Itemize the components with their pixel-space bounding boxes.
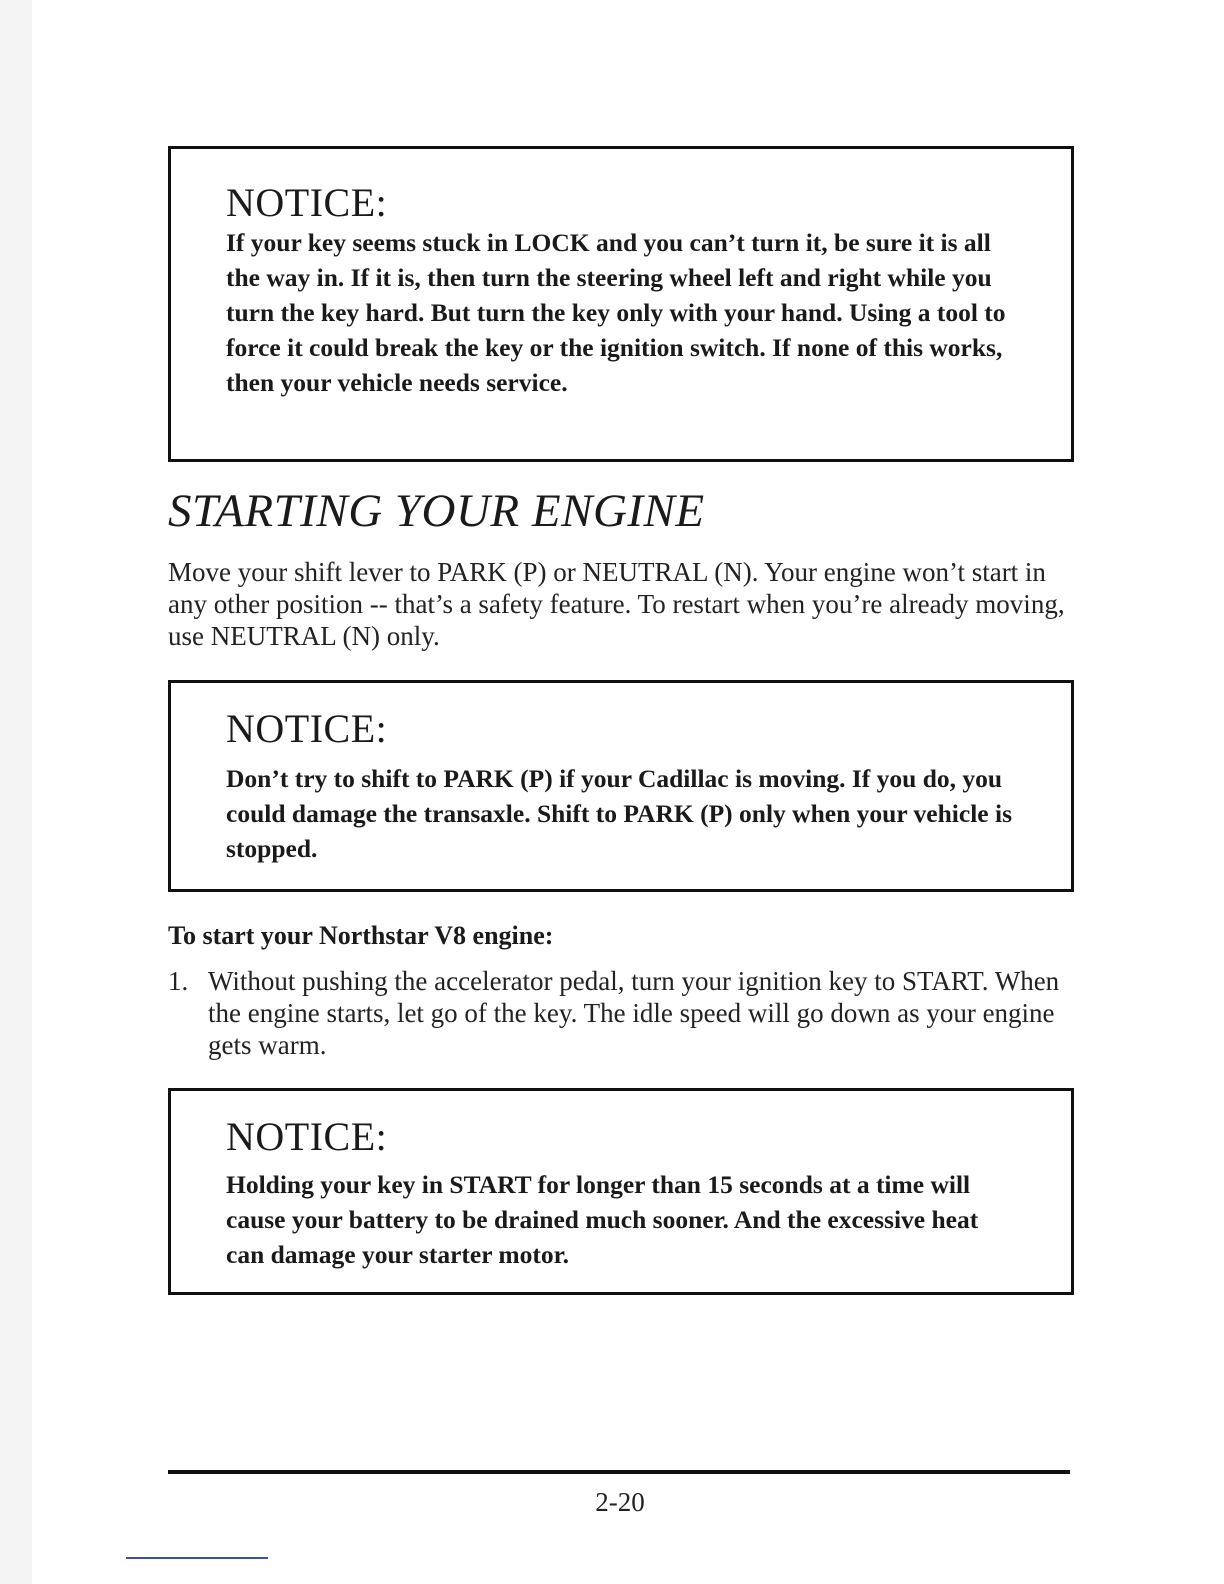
notice-title: NOTICE: xyxy=(226,1114,388,1159)
step-text: Without pushing the accelerator pedal, turn your ignition key to START. When the engine starts, let go of the key. The idle speed will go down as your engine gets warm. xyxy=(208,966,1060,1060)
notice-title: NOTICE: xyxy=(226,706,388,751)
procedure-steps xyxy=(168,965,1074,1061)
procedure-step xyxy=(168,965,1074,1061)
notice-box-park-while-moving xyxy=(168,680,1074,892)
step-number: 1. xyxy=(168,966,189,996)
procedure-subheading: To start your Northstar V8 engine: xyxy=(168,921,554,950)
notice-text: Don’t try to shift to PARK (P) if your Cadillac is moving. If you do, you could damage the transaxle. Shift to PARK (P) only when your vehicle is stopped. xyxy=(226,764,1012,863)
bottom-link-underline xyxy=(126,1557,268,1559)
notice-text: Holding your key in START for longer than 15 seconds at a time will cause your battery to be drained much sooner. And the excessive heat can damage your starter motor. xyxy=(226,1170,979,1269)
footer-rule xyxy=(168,1470,1070,1474)
notice-box-key-stuck xyxy=(168,146,1074,462)
notice-title: NOTICE: xyxy=(226,180,388,225)
notice-box-starter-time xyxy=(168,1088,1074,1295)
notice-text: If your key seems stuck in LOCK and you can’t turn it, be sure it is all the way in. If it is, then turn the steering wheel left and right while you turn the key hard. But turn the key only with your hand. Using a tool to force it could break the key or the ignition switch. If none of this works, then your vehicle needs service. xyxy=(226,228,1006,397)
section-heading: STARTING YOUR ENGINE xyxy=(168,485,705,537)
section-intro-paragraph: Move your shift lever to PARK (P) or NEUTRAL (N). Your engine won’t start in any other position -- that’s a safety feature. To restart when you’re already moving, use NEUTRAL (N) only. xyxy=(168,557,1065,651)
page-number: 2-20 xyxy=(595,1487,645,1517)
